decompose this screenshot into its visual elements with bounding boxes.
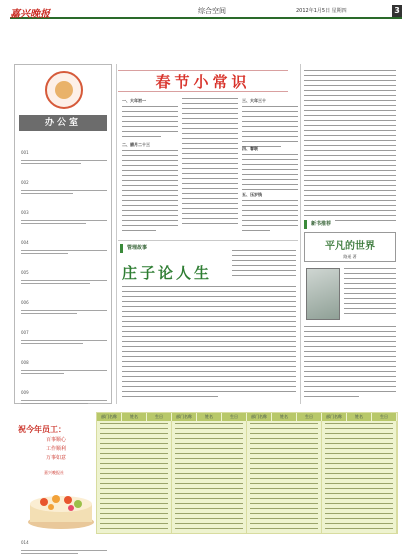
column-header: 生日 (147, 413, 172, 421)
table-row (100, 483, 168, 484)
faq-item: 007 (21, 319, 107, 344)
table-row (250, 498, 318, 499)
table-row (175, 473, 243, 474)
cny-text-column (242, 154, 298, 194)
greeting-line: 万事如意 (46, 455, 67, 461)
right-column-text (304, 70, 396, 225)
table-row (325, 423, 393, 424)
cny-subhead: 二、腊月二十三 (122, 142, 150, 147)
table-row (325, 513, 393, 514)
table-row (325, 438, 393, 439)
table-row (325, 468, 393, 469)
table-row (175, 523, 243, 524)
cny-subhead: 五、压岁钱 (242, 192, 262, 197)
table-row (250, 503, 318, 504)
table-row (100, 453, 168, 454)
table-row (325, 433, 393, 434)
column-header: 部门名称 (97, 413, 122, 421)
table-row (175, 528, 243, 529)
faq-item: 014 (21, 529, 107, 554)
table-row (250, 513, 318, 514)
table-row (250, 443, 318, 444)
table-row (325, 443, 393, 444)
cny-text-column (122, 106, 178, 141)
cny-text-column (122, 150, 178, 235)
table-row (250, 478, 318, 479)
table-row (100, 473, 168, 474)
section-divider (118, 240, 298, 241)
book-title: 平凡的世界 (325, 241, 375, 252)
column-header: 生日 (297, 413, 322, 421)
faq-item: 006 (21, 289, 107, 314)
new-book-heading (304, 232, 396, 262)
table-row (325, 523, 393, 524)
table-column-group (97, 421, 172, 533)
table-row (250, 528, 318, 529)
table-column-group (247, 421, 322, 533)
table-row (325, 428, 393, 429)
table-row (100, 463, 168, 464)
greeting-line: 工作顺利 (46, 446, 67, 452)
table-row (175, 518, 243, 519)
table-row (175, 453, 243, 454)
table-row (100, 528, 168, 529)
table-row (175, 478, 243, 479)
column-header: 部门名称 (172, 413, 197, 421)
greeting-lines (46, 436, 94, 463)
birthday-table (96, 412, 398, 534)
table-header-row (97, 413, 397, 421)
book-author: 路遥 著 (343, 254, 357, 259)
table-row (100, 448, 168, 449)
table-row (250, 483, 318, 484)
table-row (175, 448, 243, 449)
table-row (250, 428, 318, 429)
table-row (175, 423, 243, 424)
column-header: 部门名称 (322, 413, 347, 421)
table-row (100, 503, 168, 504)
column-header: 姓名 (122, 413, 147, 421)
new-book-text (304, 326, 396, 401)
birthday-cake-image (26, 486, 96, 530)
table-body (97, 421, 397, 533)
table-row (250, 488, 318, 489)
faq-item: 004 (21, 229, 107, 254)
book-cover-image (306, 268, 340, 320)
table-row (100, 458, 168, 459)
management-story-text (232, 250, 296, 280)
column-divider (116, 64, 117, 404)
cny-text-column (242, 200, 298, 235)
table-row (175, 513, 243, 514)
table-row (250, 493, 318, 494)
cny-text-column (242, 106, 298, 151)
table-row (100, 493, 168, 494)
table-row (175, 463, 243, 464)
table-row (325, 508, 393, 509)
table-row (175, 498, 243, 499)
table-column-group (322, 421, 397, 533)
table-row (250, 468, 318, 469)
table-row (100, 428, 168, 429)
table-row (175, 438, 243, 439)
column-header: 姓名 (272, 413, 297, 421)
faq-item: 003 (21, 199, 107, 224)
faq-item: 002 (21, 169, 107, 194)
table-row (325, 518, 393, 519)
greeting-title: 祝今年员工： (18, 425, 66, 434)
cny-subhead: 三、大年三十 (242, 98, 266, 103)
table-row (175, 433, 243, 434)
table-row (250, 448, 318, 449)
masthead (10, 5, 402, 19)
table-row (175, 493, 243, 494)
faq-item: 009 (21, 379, 107, 404)
table-row (325, 483, 393, 484)
table-row (175, 503, 243, 504)
table-row (325, 463, 393, 464)
table-row (100, 508, 168, 509)
masthead-logo: 嘉兴晚报 (10, 9, 50, 20)
issue-date: 2012年1月5日 星期四 (296, 8, 347, 14)
section-title: 综合空间 (198, 7, 226, 15)
table-row (250, 438, 318, 439)
column-header: 姓名 (197, 413, 222, 421)
table-row (325, 458, 393, 459)
greeting-line: 百事顺心 (46, 437, 67, 443)
cny-article-title: 春节小常识 (118, 70, 288, 92)
management-story-title: 庄子论人生 (122, 264, 213, 282)
column-header: 生日 (372, 413, 397, 421)
table-row (175, 483, 243, 484)
table-row (250, 523, 318, 524)
table-row (325, 478, 393, 479)
column-header: 生日 (222, 413, 247, 421)
table-column-group (172, 421, 247, 533)
table-row (100, 433, 168, 434)
table-row (250, 433, 318, 434)
greeting-sender: 嘉兴晚报社 (44, 470, 64, 475)
birthday-greeting (14, 410, 96, 528)
table-row (250, 518, 318, 519)
table-row (250, 508, 318, 509)
table-row (175, 458, 243, 459)
table-row (325, 473, 393, 474)
table-row (175, 468, 243, 469)
table-row (325, 503, 393, 504)
table-row (100, 498, 168, 499)
table-row (325, 488, 393, 489)
table-row (175, 443, 243, 444)
column-header: 姓名 (347, 413, 372, 421)
cny-text-column (182, 98, 238, 228)
cny-subhead: 四、春联 (242, 146, 258, 151)
table-row (100, 423, 168, 424)
table-row (100, 513, 168, 514)
table-row (100, 438, 168, 439)
management-story-tag: 管理故事 (120, 244, 151, 253)
cny-subhead: 一、大年初一 (122, 98, 146, 103)
faq-item: 005 (21, 259, 107, 284)
table-row (250, 423, 318, 424)
table-row (100, 478, 168, 479)
column-header: 部门名称 (247, 413, 272, 421)
table-row (175, 508, 243, 509)
new-book-text (344, 268, 396, 318)
table-row (325, 448, 393, 449)
table-row (100, 443, 168, 444)
table-row (175, 428, 243, 429)
new-book-tag: 新书推荐 (304, 220, 335, 229)
faq-item: 008 (21, 349, 107, 374)
table-row (250, 473, 318, 474)
office-column-title: 办公室 (19, 115, 107, 131)
faq-item: 001 (21, 139, 107, 164)
table-row (250, 453, 318, 454)
management-story-text (122, 286, 296, 401)
table-row (250, 458, 318, 459)
table-row (325, 498, 393, 499)
table-row (100, 488, 168, 489)
table-row (325, 528, 393, 529)
table-row (100, 523, 168, 524)
table-row (250, 463, 318, 464)
table-row (325, 453, 393, 454)
table-row (175, 488, 243, 489)
column-divider (300, 64, 301, 404)
page-number: 3 (392, 5, 402, 17)
table-row (325, 493, 393, 494)
table-row (100, 468, 168, 469)
smiley-emblem-icon (45, 71, 83, 109)
table-row (100, 518, 168, 519)
